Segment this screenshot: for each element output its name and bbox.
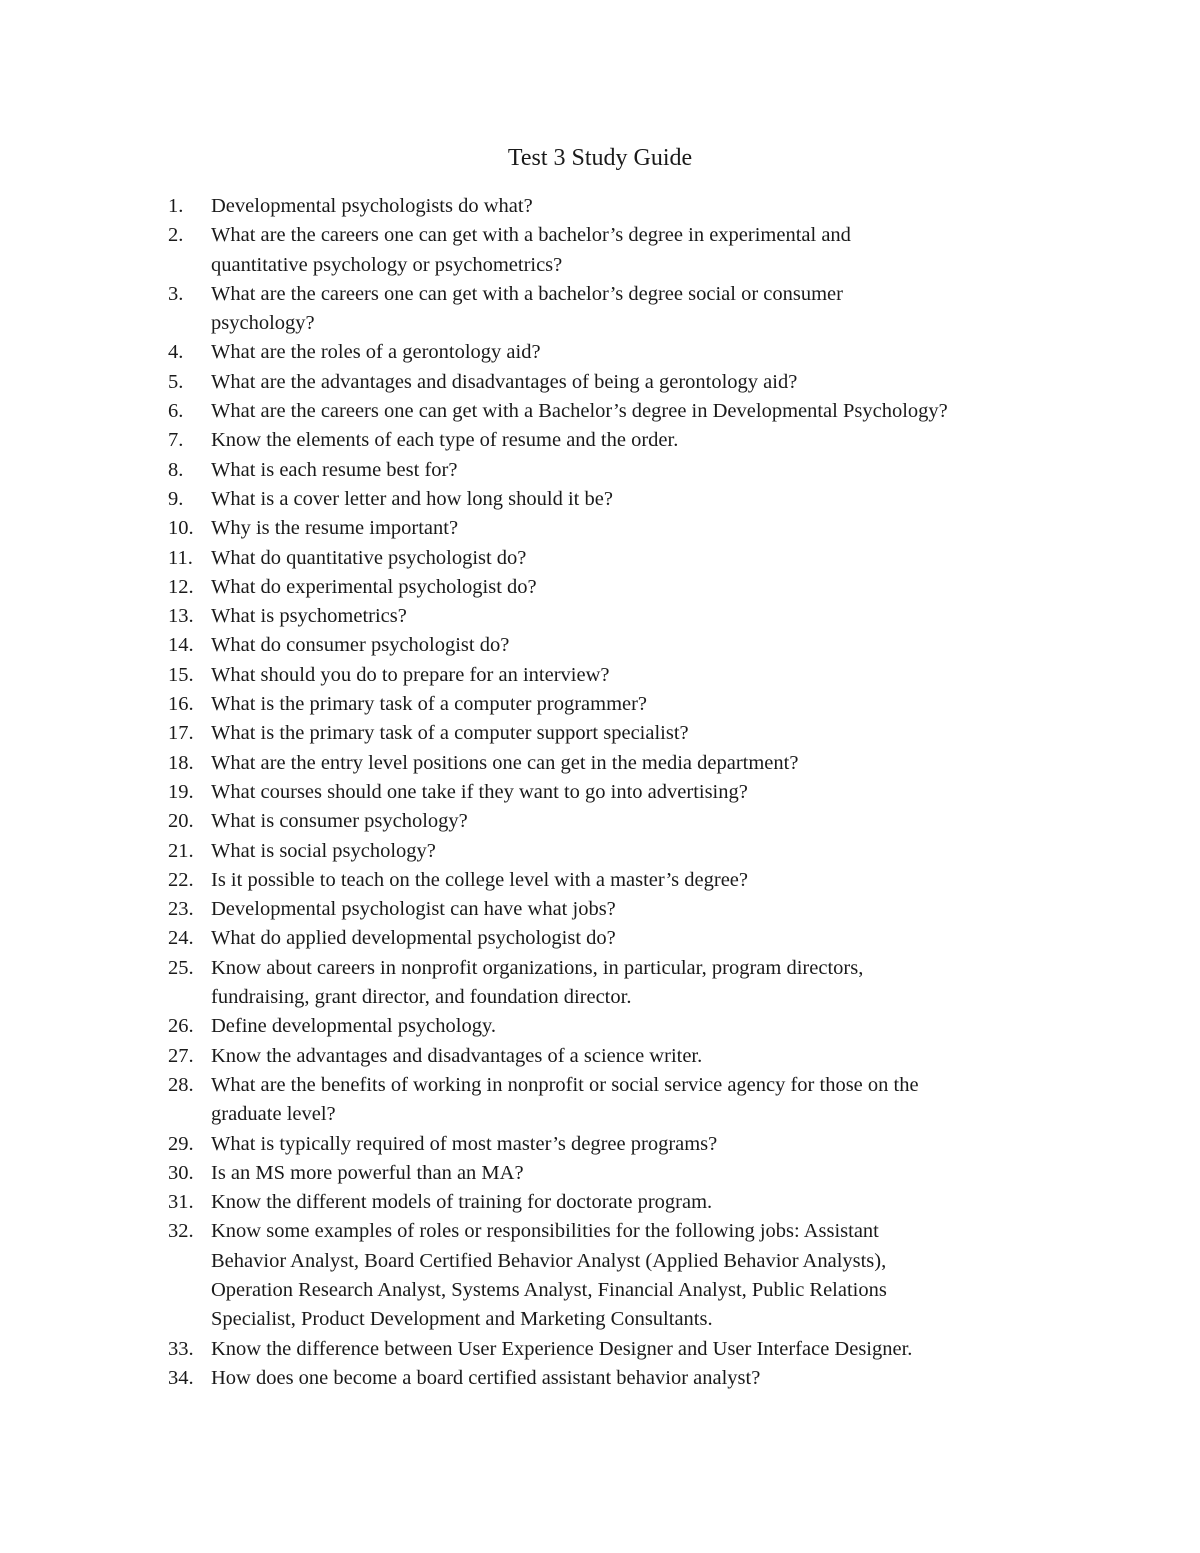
question-text: Is an MS more powerful than an MA?: [211, 1161, 524, 1184]
question-item: [168, 544, 1068, 573]
question-number: 2.: [168, 224, 184, 247]
question-number: 12.: [168, 575, 194, 598]
question-item: [168, 192, 1068, 221]
question-number: 16.: [168, 693, 194, 716]
question-number: 22.: [168, 868, 194, 891]
question-text: Know the different models of training for doctorate program.: [211, 1191, 713, 1214]
question-text: What is the primary task of a computer support specialist?: [211, 722, 689, 745]
question-text: Know the advantages and disadvantages of a science writer.: [211, 1044, 703, 1067]
question-item: [168, 426, 1068, 455]
question-number: 3.: [168, 282, 184, 305]
question-item: [168, 1159, 1068, 1188]
question-item: [168, 573, 1068, 602]
question-item: [168, 807, 1068, 836]
question-number: 27.: [168, 1044, 194, 1067]
question-number: 31.: [168, 1191, 194, 1214]
question-item: [168, 924, 1068, 953]
question-item: [168, 221, 1068, 280]
question-text: What is social psychology?: [211, 839, 436, 862]
question-text: What are the advantages and disadvantages of being a gerontology aid?: [211, 370, 798, 393]
question-number: 5.: [168, 370, 184, 393]
question-text: Define developmental psychology.: [211, 1015, 497, 1038]
question-text: How does one become a board certified assistant behavior analyst?: [211, 1366, 761, 1389]
question-text: Developmental psychologist can have what jobs?: [211, 898, 616, 921]
question-number: 26.: [168, 1015, 194, 1038]
question-text: What is each resume best for?: [211, 458, 458, 481]
question-number: 17.: [168, 722, 194, 745]
question-list: [168, 192, 1068, 1393]
question-item: [168, 397, 1068, 426]
question-item: [168, 1188, 1068, 1217]
question-item: [168, 690, 1068, 719]
question-number: 13.: [168, 605, 194, 628]
question-item: [168, 778, 1068, 807]
question-number: 4.: [168, 341, 184, 364]
question-number: 25.: [168, 956, 194, 979]
question-number: 29.: [168, 1132, 194, 1155]
question-item: [168, 1364, 1068, 1393]
question-number: 14.: [168, 634, 194, 657]
question-item: [168, 1130, 1068, 1159]
question-text: What courses should one take if they want to go into advertising?: [211, 780, 748, 803]
question-item: [168, 338, 1068, 367]
question-item: [168, 1071, 1068, 1130]
question-number: 15.: [168, 663, 194, 686]
question-text: Developmental psychologists do what?: [211, 195, 533, 217]
question-item: [168, 280, 1068, 339]
question-item: [168, 749, 1068, 778]
question-number: 18.: [168, 751, 194, 774]
question-item: [168, 866, 1068, 895]
question-number: 30.: [168, 1161, 194, 1184]
question-text: What are the benefits of working in nonprofit or social service agency for those on the graduate level?: [211, 1073, 919, 1126]
question-text: Know about careers in nonprofit organizations, in particular, program directors, fundraising, grant director, and foundation director.: [211, 956, 864, 1009]
question-text: What is consumer psychology?: [211, 810, 468, 833]
question-item: [168, 602, 1068, 631]
question-number: 23.: [168, 898, 194, 921]
question-number: 9.: [168, 487, 184, 510]
question-number: 21.: [168, 839, 194, 862]
question-item: [168, 1042, 1068, 1071]
question-text: What do quantitative psychologist do?: [211, 546, 527, 569]
question-number: 8.: [168, 458, 184, 481]
question-text: What are the roles of a gerontology aid?: [211, 341, 541, 364]
question-text: What do applied developmental psychologist do?: [211, 927, 616, 950]
question-text: What is a cover letter and how long should it be?: [211, 487, 613, 510]
question-item: [168, 837, 1068, 866]
question-text: What do consumer psychologist do?: [211, 634, 510, 657]
question-text: Know some examples of roles or responsibilities for the following jobs: Assistant Behavior Analyst, Board Certified Behavior Analyst (Applied Behavior Analysts), Operation Research Analyst, Systems Analyst, Financial Analyst, Public Relations Specialist, Product Development and Marketing Consultants.: [211, 1220, 887, 1331]
question-number: 11.: [168, 546, 193, 569]
question-text: Is it possible to teach on the college level with a master’s degree?: [211, 868, 748, 891]
question-number: 33.: [168, 1337, 194, 1360]
question-text: What is typically required of most master’s degree programs?: [211, 1132, 718, 1155]
question-text: What is psychometrics?: [211, 605, 407, 628]
question-number: 6.: [168, 400, 184, 423]
question-text: Know the difference between User Experience Designer and User Interface Designer.: [211, 1337, 913, 1360]
question-text: What is the primary task of a computer programmer?: [211, 693, 648, 716]
question-text: Know the elements of each type of resume and the order.: [211, 429, 679, 452]
question-number: 19.: [168, 780, 194, 803]
question-text: What should you do to prepare for an interview?: [211, 663, 610, 686]
question-text: What do experimental psychologist do?: [211, 575, 537, 598]
question-item: [168, 631, 1068, 660]
question-number: 32.: [168, 1220, 194, 1243]
question-number: 28.: [168, 1073, 194, 1096]
question-number: 10.: [168, 517, 194, 540]
question-item: [168, 1217, 1068, 1334]
question-number: 34.: [168, 1366, 194, 1389]
question-number: 24.: [168, 927, 194, 950]
question-text: What are the careers one can get with a bachelor’s degree in experimental and quantitative psychology or psychometrics?: [211, 224, 851, 276]
question-text: What are the careers one can get with a Bachelor’s degree in Developmental Psychology?: [211, 400, 948, 423]
question-text: What are the careers one can get with a bachelor’s degree social or consumer psychology?: [211, 282, 843, 335]
question-number: 20.: [168, 810, 194, 833]
question-item: [168, 514, 1068, 543]
question-item: [168, 1335, 1068, 1364]
question-item: [168, 1012, 1068, 1041]
question-item: [168, 954, 1068, 1013]
question-text: What are the entry level positions one can get in the media department?: [211, 751, 799, 774]
question-item: [168, 485, 1068, 514]
question-item: [168, 456, 1068, 485]
question-item: [168, 661, 1068, 690]
question-item: [168, 368, 1068, 397]
question-text: Why is the resume important?: [211, 517, 459, 540]
question-item: [168, 895, 1068, 924]
document-title: Test 3 Study Guide: [507, 145, 693, 171]
question-number: 7.: [168, 429, 184, 452]
question-item: [168, 719, 1068, 748]
question-number: 1.: [168, 195, 184, 217]
